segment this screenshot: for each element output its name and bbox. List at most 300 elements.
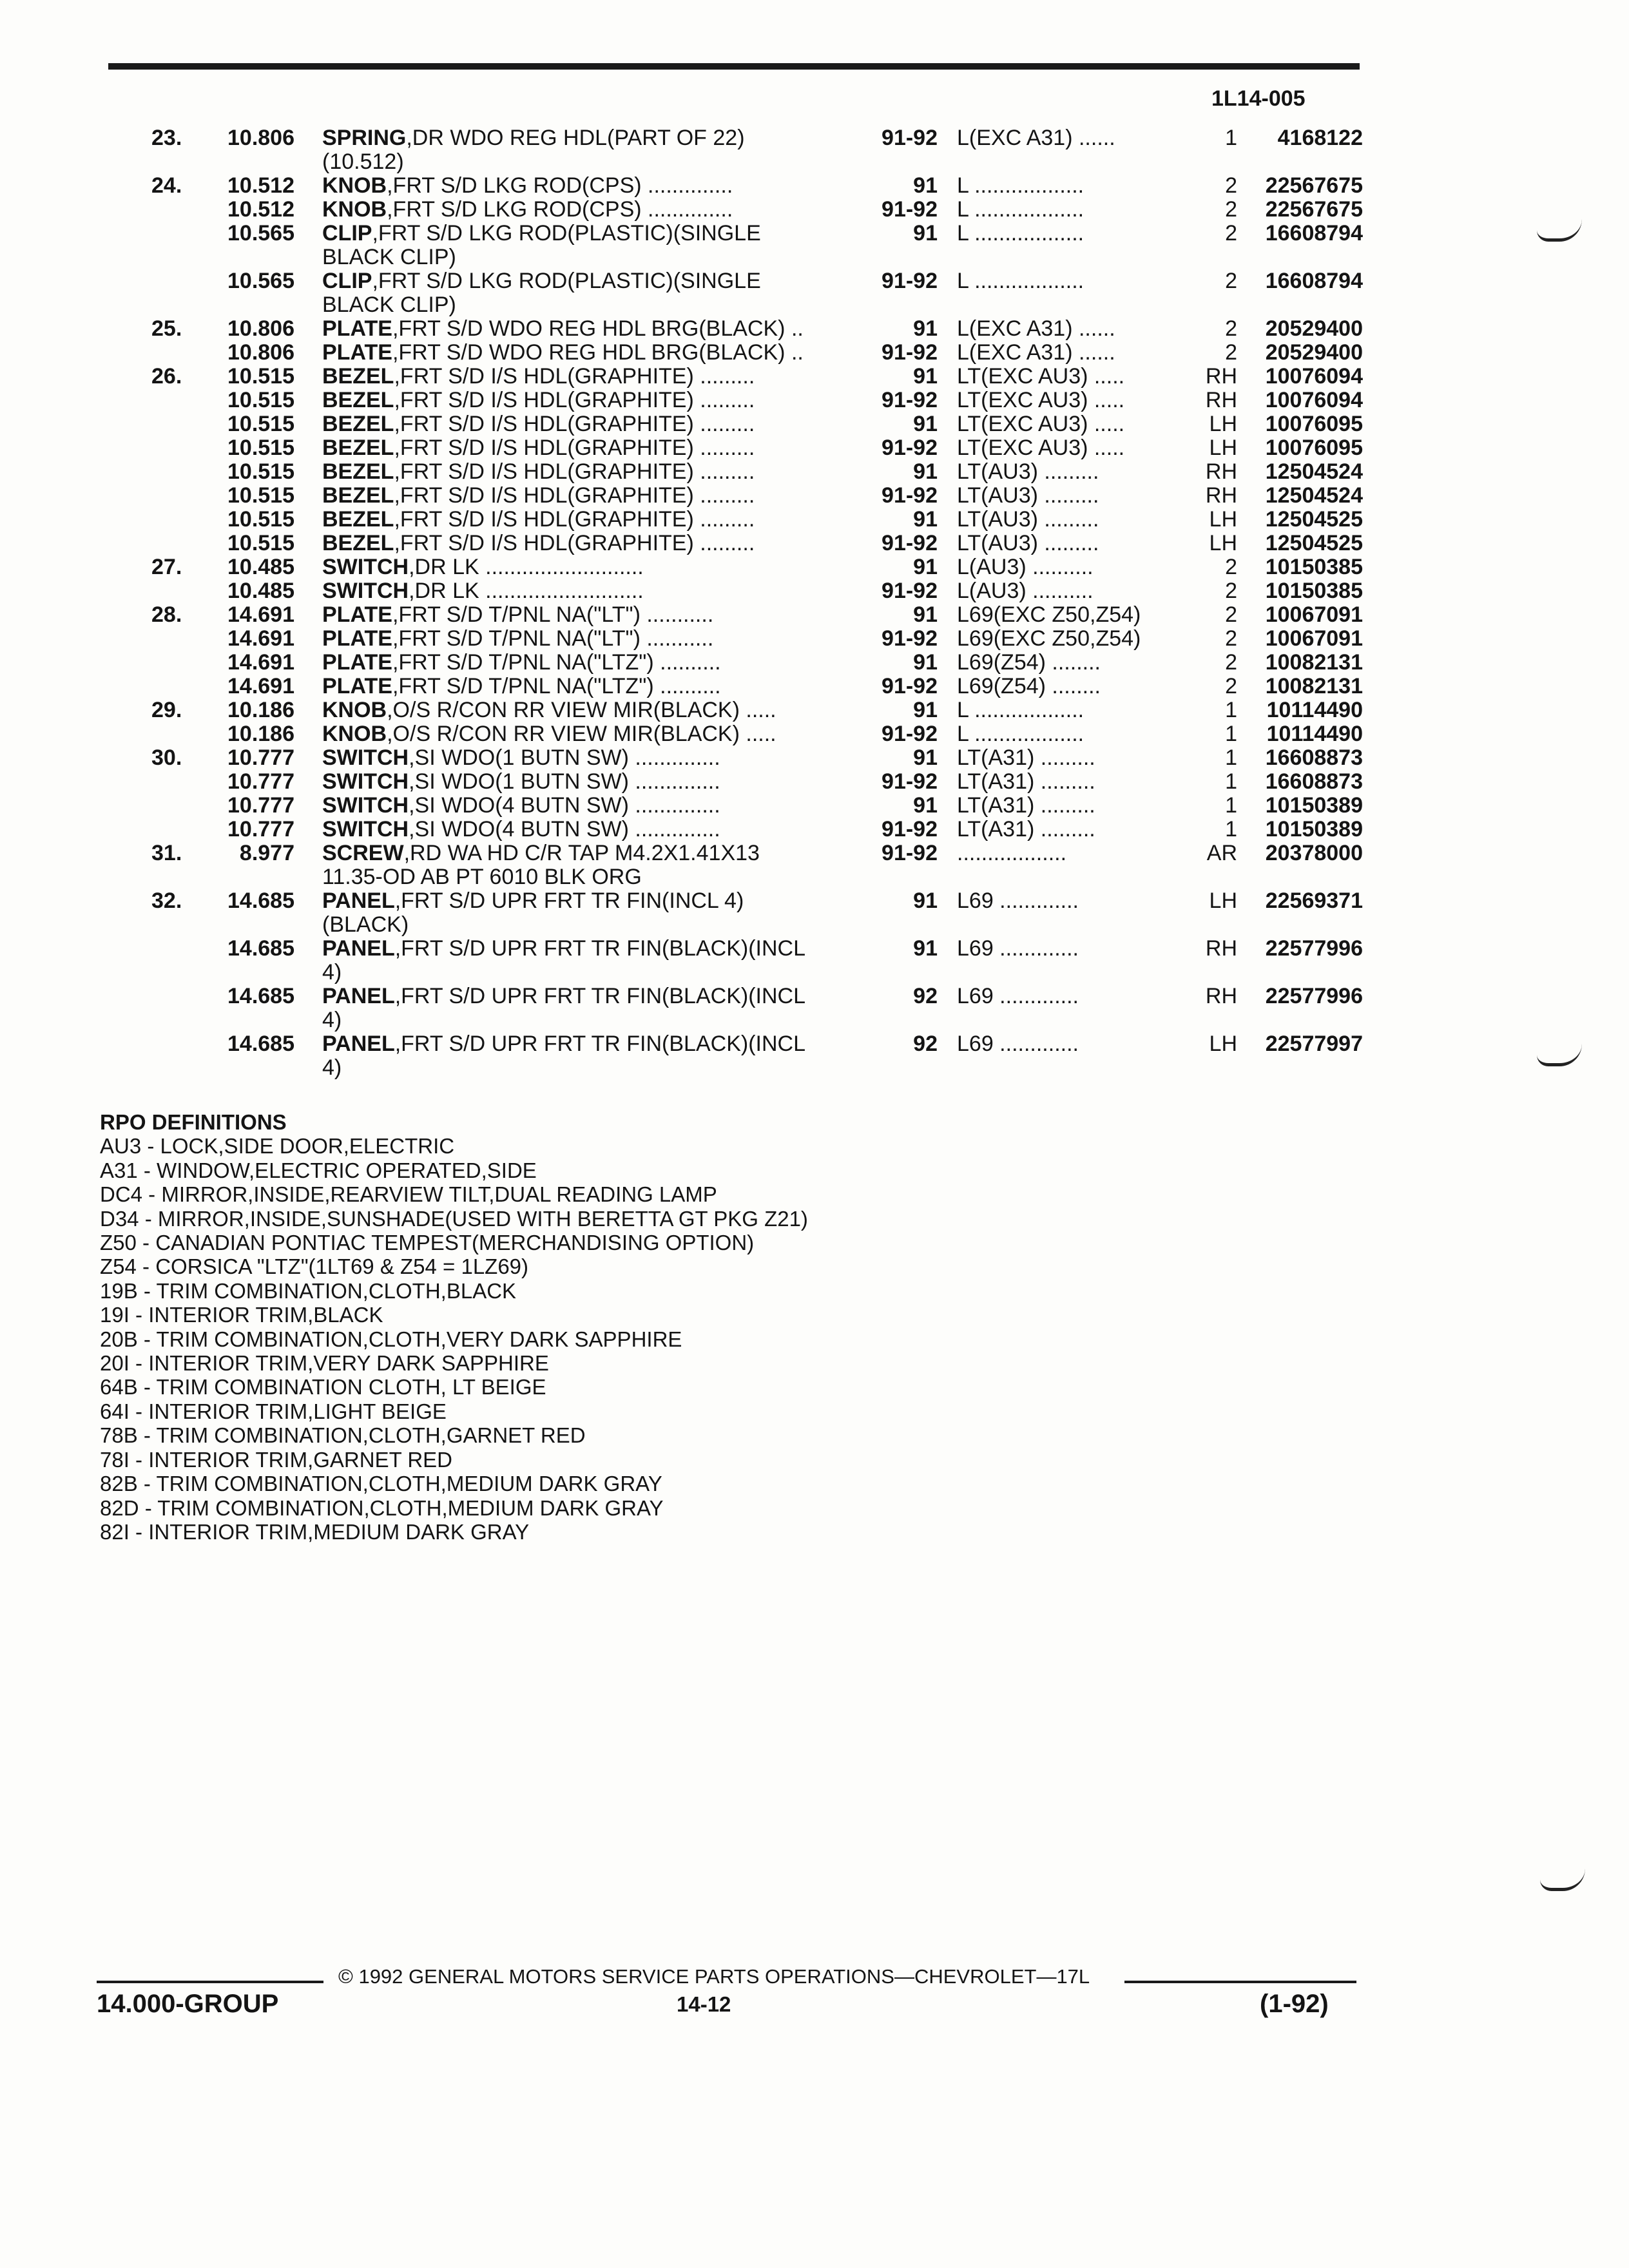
application: L ..................: [957, 173, 1084, 198]
part-name: PANEL: [322, 936, 395, 961]
part-name: SWITCH: [322, 817, 409, 841]
rpo-item: 82I - INTERIOR TRIM,MEDIUM DARK GRAY: [100, 1519, 530, 1544]
quantity: LH: [1209, 889, 1237, 913]
description: [322, 508, 755, 532]
application: L(AU3) ..........: [957, 555, 1094, 579]
part-number: 12504524: [1265, 459, 1363, 484]
parts-list: [0, 126, 1629, 1080]
description: [322, 389, 755, 412]
table-row: [0, 317, 1629, 341]
description: [322, 198, 733, 222]
table-row: [0, 532, 1629, 555]
application: LT(A31) .........: [957, 817, 1095, 841]
group-number: 10.515: [227, 436, 294, 460]
description: [322, 770, 720, 794]
description: [322, 412, 755, 436]
application: LT(AU3) .........: [957, 459, 1099, 484]
ref-number: 31.: [151, 841, 182, 865]
group-number: 10.806: [227, 340, 294, 365]
quantity: 2: [1225, 674, 1237, 698]
table-row: [0, 484, 1629, 508]
table-row: [0, 555, 1629, 579]
part-name: BEZEL: [322, 459, 394, 484]
application: L(EXC A31) ......: [957, 126, 1115, 150]
model-year: 91: [913, 316, 938, 341]
table-row: [0, 222, 1629, 269]
model-year: 91: [913, 936, 938, 961]
group-number: 10.806: [227, 126, 294, 150]
part-number: 22567675: [1265, 173, 1363, 198]
part-number: 20529400: [1265, 316, 1363, 341]
table-row: [0, 794, 1629, 818]
description-continued: 11.35-OD AB PT 6010 BLK ORG: [322, 865, 642, 889]
quantity: 2: [1225, 650, 1237, 675]
model-year: 91-92: [882, 817, 938, 841]
description-continued: (BLACK): [322, 912, 409, 937]
part-number: 10150385: [1265, 579, 1363, 603]
part-name: KNOB: [322, 197, 387, 222]
part-number: 10082131: [1265, 650, 1363, 675]
part-number: 10150389: [1265, 793, 1363, 818]
part-name: SPRING: [322, 126, 407, 150]
model-year: 91: [913, 412, 938, 436]
part-name: BEZEL: [322, 507, 394, 532]
description-text: ,FRT S/D I/S HDL(GRAPHITE) .........: [394, 388, 755, 412]
application: LT(EXC AU3) .....: [957, 364, 1125, 389]
description-text: ,FRT S/D UPR FRT TR FIN(BLACK)(INCL: [394, 984, 805, 1008]
page-number: 14-12: [677, 1992, 731, 2016]
description-text: ,FRT S/D T/PNL NA("LT") ...........: [392, 602, 714, 627]
part-name: CLIP: [322, 269, 372, 293]
application: L69 .............: [957, 1032, 1079, 1056]
part-number: 22577996: [1265, 984, 1363, 1008]
description-text: ,FRT S/D WDO REG HDL BRG(BLACK) ..: [392, 340, 804, 365]
table-row: [0, 746, 1629, 770]
description-text: ,DR WDO REG HDL(PART OF 22): [406, 126, 745, 150]
quantity: 1: [1225, 793, 1237, 818]
group-number: 14.691: [227, 602, 294, 627]
description-text: ,FRT S/D UPR FRT TR FIN(INCL 4): [394, 889, 744, 913]
model-year: 91: [913, 650, 938, 675]
revision-date: (1-92): [1260, 1990, 1329, 2018]
model-year: 91-92: [882, 340, 938, 365]
description: [322, 222, 761, 269]
quantity: 2: [1225, 626, 1237, 651]
table-row: [0, 365, 1629, 389]
quantity: AR: [1206, 841, 1237, 865]
rpo-item: 64I - INTERIOR TRIM,LIGHT BEIGE: [100, 1399, 447, 1423]
part-number: 16608794: [1265, 221, 1363, 245]
group-number: 10.512: [227, 197, 294, 222]
table-row: [0, 579, 1629, 603]
part-name: PLATE: [322, 626, 392, 651]
model-year: 91: [913, 698, 938, 722]
quantity: 1: [1225, 745, 1237, 770]
model-year: 91: [913, 364, 938, 389]
ref-number: 26.: [151, 364, 182, 389]
table-row: [0, 198, 1629, 222]
model-year: 91-92: [882, 126, 938, 150]
application: L69 .............: [957, 936, 1079, 961]
group-number: 10.777: [227, 817, 294, 841]
description: [322, 889, 744, 937]
table-row: [0, 603, 1629, 627]
description: [322, 174, 733, 198]
description-text: ,FRT S/D I/S HDL(GRAPHITE) .........: [394, 483, 755, 508]
description: [322, 532, 755, 555]
description: [322, 698, 776, 722]
quantity: 1: [1225, 722, 1237, 746]
quantity: RH: [1205, 388, 1237, 412]
group-number: 10.485: [227, 579, 294, 603]
part-name: BEZEL: [322, 388, 394, 412]
part-name: SCREW: [322, 841, 404, 865]
group-number: 10.515: [227, 459, 294, 484]
rpo-item: 20B - TRIM COMBINATION,CLOTH,VERY DARK SAPPHIRE: [100, 1327, 682, 1351]
application: L ..................: [957, 698, 1084, 722]
quantity: 2: [1225, 221, 1237, 245]
description: [322, 985, 805, 1032]
group-number: 10.515: [227, 507, 294, 532]
description-text: ,O/S R/CON RR VIEW MIR(BLACK) .....: [387, 698, 776, 722]
description-text: ,FRT S/D LKG ROD(CPS) ..............: [387, 173, 733, 198]
description-text: ,FRT S/D LKG ROD(PLASTIC)(SINGLE: [372, 269, 761, 293]
part-number: 22577997: [1265, 1032, 1363, 1056]
application: L(EXC A31) ......: [957, 316, 1115, 341]
model-year: 91: [913, 793, 938, 818]
group-number: 14.685: [227, 889, 294, 913]
part-name: PANEL: [322, 889, 395, 913]
rpo-item: 19B - TRIM COMBINATION,CLOTH,BLACK: [100, 1278, 517, 1303]
part-name: PANEL: [322, 1032, 395, 1056]
application: LT(EXC AU3) .....: [957, 436, 1125, 460]
rpo-item: DC4 - MIRROR,INSIDE,REARVIEW TILT,DUAL READING LAMP: [100, 1182, 717, 1207]
description-text: ,DR LK ..........................: [409, 555, 644, 579]
part-number: 10076094: [1265, 364, 1363, 389]
group-number: 10.806: [227, 316, 294, 341]
quantity: LH: [1209, 412, 1237, 436]
top-rule: [108, 63, 1360, 70]
description-continued: (10.512): [322, 149, 404, 174]
model-year: 91: [913, 745, 938, 770]
part-name: PLATE: [322, 650, 392, 675]
quantity: RH: [1205, 459, 1237, 484]
group-number: 10.515: [227, 388, 294, 412]
group-label: 14.000-GROUP: [97, 1990, 279, 2018]
group-number: 10.777: [227, 769, 294, 794]
part-name: SWITCH: [322, 555, 409, 579]
description-text: ,DR LK ..........................: [409, 579, 644, 603]
rpo-item: D34 - MIRROR,INSIDE,SUNSHADE(USED WITH BERETTA GT PKG Z21): [100, 1206, 808, 1231]
quantity: 1: [1225, 126, 1237, 150]
application: LT(AU3) .........: [957, 483, 1099, 508]
rpo-item: 19I - INTERIOR TRIM,BLACK: [100, 1303, 383, 1327]
part-number: 16608873: [1265, 745, 1363, 770]
rpo-item: 78I - INTERIOR TRIM,GARNET RED: [100, 1447, 453, 1472]
description-text: ,SI WDO(1 BUTN SW) ..............: [409, 745, 720, 770]
quantity: RH: [1205, 936, 1237, 961]
part-name: BEZEL: [322, 483, 394, 508]
model-year: 91-92: [882, 531, 938, 555]
table-row: [0, 460, 1629, 484]
description: [322, 675, 721, 698]
group-number: 10.515: [227, 364, 294, 389]
ref-number: 29.: [151, 698, 182, 722]
table-row: [0, 889, 1629, 937]
model-year: 91-92: [882, 436, 938, 460]
description: [322, 841, 760, 889]
group-number: 8.977: [239, 841, 294, 865]
description-text: ,FRT S/D T/PNL NA("LT") ...........: [392, 626, 714, 651]
description: [322, 746, 720, 770]
description: [322, 818, 720, 841]
table-row: [0, 269, 1629, 317]
part-name: KNOB: [322, 722, 387, 746]
table-row: [0, 436, 1629, 460]
description-text: ,FRT S/D T/PNL NA("LTZ") ..........: [392, 650, 721, 675]
group-number: 10.186: [227, 698, 294, 722]
description-text: ,SI WDO(1 BUTN SW) ..............: [409, 769, 720, 794]
part-name: KNOB: [322, 173, 387, 198]
group-number: 10.565: [227, 269, 294, 293]
part-number: 12504524: [1265, 483, 1363, 508]
part-number: 10150385: [1265, 555, 1363, 579]
quantity: 2: [1225, 197, 1237, 222]
application: L ..................: [957, 197, 1084, 222]
table-row: [0, 389, 1629, 412]
rpo-item: A31 - WINDOW,ELECTRIC OPERATED,SIDE: [100, 1158, 537, 1182]
page-code: 1L14-005: [1211, 86, 1306, 111]
model-year: 91: [913, 602, 938, 627]
part-number: 22577996: [1265, 936, 1363, 961]
table-row: [0, 675, 1629, 698]
description-text: ,FRT S/D I/S HDL(GRAPHITE) .........: [394, 459, 755, 484]
description: [322, 365, 755, 389]
part-number: 10114490: [1266, 698, 1363, 722]
ref-number: 24.: [151, 173, 182, 198]
table-row: [0, 698, 1629, 722]
description: [322, 436, 755, 460]
application: L ..................: [957, 269, 1084, 293]
rpo-list: [100, 1134, 808, 1544]
rpo-item: Z54 - CORSICA "LTZ"(1LT69 & Z54 = 1LZ69): [100, 1254, 529, 1279]
part-name: PANEL: [322, 984, 395, 1008]
group-number: 14.685: [227, 936, 294, 961]
quantity: LH: [1209, 436, 1237, 460]
part-number: 16608873: [1265, 769, 1363, 794]
group-number: 10.515: [227, 483, 294, 508]
group-number: 14.691: [227, 650, 294, 675]
table-row: [0, 126, 1629, 174]
group-number: 10.186: [227, 722, 294, 746]
rpo-heading: RPO DEFINITIONS: [100, 1110, 287, 1134]
application: L69 .............: [957, 889, 1079, 913]
application: LT(EXC AU3) .....: [957, 412, 1125, 436]
description: [322, 1032, 805, 1080]
application: ..................: [957, 841, 1067, 865]
application: LT(A31) .........: [957, 745, 1095, 770]
application: L69(Z54) ........: [957, 674, 1101, 698]
model-year: 91: [913, 173, 938, 198]
table-row: [0, 412, 1629, 436]
quantity: RH: [1205, 984, 1237, 1008]
quantity: LH: [1209, 531, 1237, 555]
table-row: [0, 627, 1629, 651]
part-number: 22569371: [1265, 889, 1363, 913]
application: L(AU3) ..........: [957, 579, 1094, 603]
copyright-text: © 1992 GENERAL MOTORS SERVICE PARTS OPERATIONS—CHEVROLET—17L: [338, 1965, 1090, 1988]
application: L69(EXC Z50,Z54): [957, 626, 1141, 651]
description-text: ,FRT S/D I/S HDL(GRAPHITE) .........: [394, 412, 755, 436]
description-text: ,RD WA HD C/R TAP M4.2X1.41X13: [403, 841, 760, 865]
part-name: CLIP: [322, 221, 372, 245]
group-number: 10.485: [227, 555, 294, 579]
part-name: PLATE: [322, 602, 392, 627]
description: [322, 341, 804, 365]
description: [322, 651, 721, 675]
quantity: 2: [1225, 340, 1237, 365]
table-row: [0, 508, 1629, 532]
model-year: 91: [913, 459, 938, 484]
part-number: 22567675: [1265, 197, 1363, 222]
footer-rule-right: [1124, 1981, 1356, 1983]
model-year: 91-92: [882, 769, 938, 794]
group-number: 14.691: [227, 674, 294, 698]
quantity: LH: [1209, 1032, 1237, 1056]
quantity: 1: [1225, 769, 1237, 794]
model-year: 91-92: [882, 626, 938, 651]
model-year: 91-92: [882, 841, 938, 865]
ref-number: 25.: [151, 316, 182, 341]
part-name: KNOB: [322, 698, 387, 722]
ref-number: 23.: [151, 126, 182, 150]
description-text: ,FRT S/D LKG ROD(CPS) ..............: [387, 197, 733, 222]
description-text: ,FRT S/D UPR FRT TR FIN(BLACK)(INCL: [394, 1032, 805, 1056]
group-number: 10.777: [227, 793, 294, 818]
quantity: 2: [1225, 316, 1237, 341]
group-number: 14.685: [227, 984, 294, 1008]
part-name: SWITCH: [322, 745, 409, 770]
part-name: PLATE: [322, 316, 392, 341]
rpo-item: 82B - TRIM COMBINATION,CLOTH,MEDIUM DARK GRAY: [100, 1472, 662, 1496]
application: L69(EXC Z50,Z54): [957, 602, 1141, 627]
model-year: 91-92: [882, 722, 938, 746]
description-text: ,FRT S/D I/S HDL(GRAPHITE) .........: [394, 507, 755, 532]
group-number: 10.515: [227, 531, 294, 555]
table-row: [0, 651, 1629, 675]
quantity: 1: [1225, 698, 1237, 722]
table-row: [0, 341, 1629, 365]
application: L(EXC A31) ......: [957, 340, 1115, 365]
description-text: ,FRT S/D UPR FRT TR FIN(BLACK)(INCL: [394, 936, 805, 961]
description-text: ,FRT S/D I/S HDL(GRAPHITE) .........: [394, 364, 755, 389]
model-year: 91-92: [882, 674, 938, 698]
description-continued: 4): [322, 1008, 342, 1032]
ref-number: 27.: [151, 555, 182, 579]
model-year: 91-92: [882, 579, 938, 603]
model-year: 91-92: [882, 483, 938, 508]
part-name: SWITCH: [322, 579, 409, 603]
rpo-item: 20I - INTERIOR TRIM,VERY DARK SAPPHIRE: [100, 1351, 549, 1376]
part-number: 20378000: [1265, 841, 1363, 865]
application: L69 .............: [957, 984, 1079, 1008]
part-name: BEZEL: [322, 364, 394, 389]
description: [322, 794, 720, 818]
description-text: ,SI WDO(4 BUTN SW) ..............: [409, 817, 720, 841]
description-text: ,FRT S/D I/S HDL(GRAPHITE) .........: [394, 531, 755, 555]
group-number: 14.685: [227, 1032, 294, 1056]
model-year: 91: [913, 889, 938, 913]
ref-number: 28.: [151, 602, 182, 627]
application: LT(AU3) .........: [957, 531, 1099, 555]
description-continued: BLACK CLIP): [322, 293, 456, 317]
description: [322, 627, 713, 651]
quantity: 1: [1225, 817, 1237, 841]
description-text: ,FRT S/D WDO REG HDL BRG(BLACK) ..: [392, 316, 804, 341]
application: L ..................: [957, 722, 1084, 746]
table-row: [0, 818, 1629, 841]
table-row: [0, 770, 1629, 794]
application: LT(A31) .........: [957, 793, 1095, 818]
description-text: ,FRT S/D T/PNL NA("LTZ") ..........: [392, 674, 721, 698]
description: [322, 317, 804, 341]
model-year: 92: [913, 984, 938, 1008]
part-number: 16608794: [1265, 269, 1363, 293]
model-year: 91: [913, 555, 938, 579]
description-text: ,O/S R/CON RR VIEW MIR(BLACK) .....: [387, 722, 776, 746]
part-number: 20529400: [1265, 340, 1363, 365]
model-year: 92: [913, 1032, 938, 1056]
description-text: ,FRT S/D LKG ROD(PLASTIC)(SINGLE: [372, 221, 761, 245]
table-row: [0, 985, 1629, 1032]
part-name: SWITCH: [322, 793, 409, 818]
description: [322, 460, 755, 484]
group-number: 10.512: [227, 173, 294, 198]
part-name: BEZEL: [322, 531, 394, 555]
description: [322, 555, 644, 579]
part-number: 10114490: [1266, 722, 1363, 746]
table-row: [0, 841, 1629, 889]
rpo-definitions: [100, 1110, 808, 1544]
part-number: 12504525: [1265, 507, 1363, 532]
description: [322, 269, 761, 317]
table-row: [0, 1032, 1629, 1080]
part-name: BEZEL: [322, 436, 394, 460]
quantity: RH: [1205, 483, 1237, 508]
application: L ..................: [957, 221, 1084, 245]
group-number: 10.777: [227, 745, 294, 770]
part-number: 10150389: [1265, 817, 1363, 841]
description: [322, 579, 644, 603]
quantity: 2: [1225, 555, 1237, 579]
application: LT(A31) .........: [957, 769, 1095, 794]
group-number: 10.565: [227, 221, 294, 245]
part-number: 10076094: [1265, 388, 1363, 412]
description: [322, 722, 776, 746]
group-number: 14.691: [227, 626, 294, 651]
part-name: SWITCH: [322, 769, 409, 794]
footer-rule-left: [97, 1981, 323, 1983]
description: [322, 603, 713, 627]
model-year: 91-92: [882, 197, 938, 222]
description-continued: 4): [322, 1055, 342, 1080]
model-year: 91-92: [882, 388, 938, 412]
table-row: [0, 722, 1629, 746]
part-number: 4168122: [1277, 126, 1363, 150]
quantity: LH: [1209, 507, 1237, 532]
application: LT(AU3) .........: [957, 507, 1099, 532]
part-number: 10067091: [1265, 626, 1363, 651]
